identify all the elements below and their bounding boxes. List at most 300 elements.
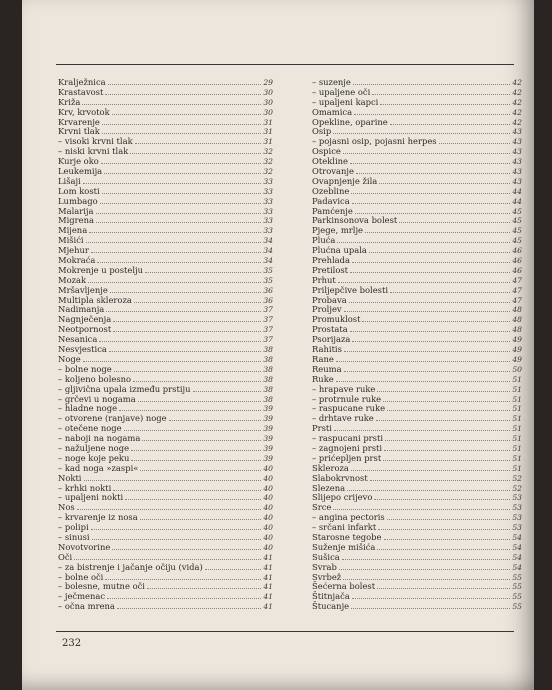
entry-page-number: 55 — [512, 572, 522, 582]
entry-page-number: 29 — [263, 78, 273, 87]
leader-dots — [383, 454, 510, 461]
index-entry — [312, 345, 522, 355]
entry-page-number: 31 — [263, 137, 273, 147]
entry-page-number: 51 — [512, 463, 522, 473]
leader-dots — [333, 127, 510, 134]
entry-label: – upaljene oči — [312, 86, 371, 97]
entry-page-number: 34 — [263, 236, 273, 246]
entry-page-number: 34 — [263, 256, 273, 266]
entry-label: – upaljeni nokti — [58, 492, 124, 503]
entry-label: Svrab — [312, 561, 337, 572]
entry-label: – otečene noge — [58, 423, 122, 434]
leader-dots — [124, 424, 262, 431]
entry-page-number: 51 — [512, 404, 522, 414]
entry-page-number: 47 — [512, 285, 522, 295]
leader-dots — [356, 167, 510, 174]
entry-page-number: 48 — [512, 305, 522, 315]
leader-dots — [101, 157, 261, 164]
entry-label: Kralježnica — [58, 77, 106, 87]
leader-dots — [339, 563, 511, 570]
entry-page-number: 43 — [512, 176, 522, 186]
entry-label: Nokti — [58, 472, 82, 483]
entry-label: – krvarenje iz nosa — [58, 512, 138, 523]
entry-page-number: 46 — [512, 246, 522, 256]
entry-label: Ospice — [312, 146, 341, 157]
entry-page-number: 38 — [263, 354, 273, 364]
leader-dots — [362, 315, 510, 322]
entry-label: Promuklost — [312, 314, 361, 325]
leader-dots — [84, 474, 262, 481]
entry-label: Mršavljenje — [58, 284, 108, 295]
leader-dots — [380, 98, 510, 105]
entry-page-number: 49 — [512, 345, 522, 355]
leader-dots — [107, 592, 261, 599]
entry-page-number: 42 — [512, 87, 522, 97]
leader-dots — [117, 602, 261, 609]
leader-dots — [92, 533, 262, 540]
leader-dots — [349, 296, 511, 303]
leader-dots — [350, 157, 510, 164]
entry-page-number: 38 — [263, 394, 273, 404]
leader-dots — [354, 108, 510, 115]
leader-dots — [352, 256, 510, 263]
entry-label: Omamica — [312, 106, 353, 117]
index-entry — [312, 563, 522, 573]
leader-dots — [378, 523, 510, 530]
entry-label: – pojasni osip, pojasni herpes — [312, 136, 437, 147]
leader-dots — [105, 573, 261, 580]
index-entry — [312, 414, 522, 424]
entry-label: Nadimanja — [58, 304, 105, 315]
entry-label: Pjege, mrlje — [312, 225, 364, 236]
entry-label: Štucanje — [312, 601, 350, 612]
entry-page-number: 41 — [263, 562, 273, 572]
index-entry — [58, 216, 273, 226]
entry-label: – sinusi — [58, 531, 90, 542]
entry-page-number: 43 — [512, 157, 522, 167]
leader-dots — [102, 187, 262, 194]
leader-dots — [83, 355, 262, 362]
entry-page-number: 36 — [263, 285, 273, 295]
entry-label: Noge — [58, 353, 81, 364]
entry-page-number: 41 — [263, 582, 273, 592]
entry-label: – protrnule ruke — [312, 393, 382, 404]
entry-label: – krhki nokti — [58, 482, 112, 493]
leader-dots — [352, 197, 511, 204]
entry-page-number: 53 — [512, 513, 522, 523]
entry-label: Malarija — [58, 205, 94, 216]
entry-page-number: 42 — [512, 97, 522, 107]
index-entry — [312, 266, 522, 276]
entry-label: Prsti — [312, 423, 332, 434]
leader-dots — [130, 147, 261, 154]
leader-dots — [82, 98, 261, 105]
leader-dots — [91, 246, 261, 253]
entry-page-number: 54 — [512, 542, 522, 552]
entry-label: – prićepljen prst — [312, 452, 382, 463]
entry-page-number: 35 — [263, 275, 273, 285]
entry-label: – polipi — [58, 522, 89, 533]
entry-label: – niski krvni tlak — [58, 146, 129, 157]
entry-page-number: 32 — [263, 147, 273, 157]
entry-label: Nesvjestica — [58, 344, 107, 355]
leader-dots — [379, 177, 510, 184]
entry-label: – hrapave ruke — [312, 383, 376, 394]
entry-page-number: 53 — [512, 493, 522, 503]
index-entry — [58, 543, 273, 553]
index-entry — [312, 493, 522, 503]
leader-dots — [113, 484, 261, 491]
index-entry — [312, 602, 522, 612]
entry-page-number: 51 — [512, 394, 522, 404]
leader-dots — [102, 127, 261, 134]
entry-label: Neotpornost — [58, 324, 112, 335]
leader-dots — [109, 345, 261, 352]
leader-dots — [365, 226, 510, 233]
index-entry — [58, 513, 273, 523]
entry-page-number: 38 — [263, 374, 273, 384]
entry-label: Križa — [58, 96, 81, 107]
entry-page-number: 40 — [263, 503, 273, 513]
entry-label: Pluća — [312, 235, 336, 246]
leader-dots — [108, 78, 262, 85]
leader-dots — [351, 464, 510, 471]
entry-label: Srce — [312, 502, 332, 513]
entry-page-number: 53 — [512, 503, 522, 513]
leader-dots — [131, 444, 261, 451]
leader-dots — [352, 592, 511, 599]
index-entry — [58, 523, 273, 533]
entry-page-number: 39 — [263, 443, 273, 453]
entry-page-number: 49 — [512, 354, 522, 364]
leader-dots — [376, 414, 511, 421]
bottom-rule — [56, 631, 514, 632]
leader-dots — [125, 493, 261, 500]
entry-label: Migrena — [58, 215, 94, 226]
leader-dots — [351, 602, 510, 609]
entry-label: – otvorene (ranjave) noge — [58, 413, 167, 424]
entry-label: Mokraća — [58, 255, 96, 266]
entry-page-number: 37 — [263, 305, 273, 315]
leader-dots — [344, 365, 511, 372]
entry-page-number: 47 — [512, 295, 522, 305]
entry-page-number: 43 — [512, 167, 522, 177]
leader-dots — [390, 118, 511, 125]
entry-page-number: 51 — [512, 424, 522, 434]
entry-page-number: 33 — [263, 206, 273, 216]
entry-page-number: 40 — [263, 532, 273, 542]
entry-page-number: 40 — [263, 542, 273, 552]
entry-page-number: 51 — [512, 434, 522, 444]
entry-label: – zagnojeni prsti — [312, 442, 383, 453]
leader-dots — [99, 335, 261, 342]
leader-dots — [138, 395, 262, 402]
entry-label: Mozak — [58, 274, 87, 285]
entry-page-number: 40 — [263, 463, 273, 473]
entry-label: – suzenje — [312, 77, 351, 87]
leader-dots — [113, 325, 261, 332]
entry-label: Štitnjača — [312, 591, 350, 602]
index-entry — [58, 345, 273, 355]
index-entry — [312, 296, 522, 306]
leader-dots — [114, 365, 262, 372]
leader-dots — [110, 286, 262, 293]
leader-dots — [145, 266, 261, 273]
index-entry — [58, 602, 273, 612]
page-number: 232 — [62, 638, 82, 649]
entry-label: Svrbež — [312, 571, 342, 582]
leader-dots — [77, 503, 262, 510]
leader-dots — [337, 236, 510, 243]
entry-label: Psorijaza — [312, 334, 351, 345]
leader-dots — [353, 78, 510, 85]
entry-label: – očna mrena — [58, 601, 115, 612]
entry-label: – visoki krvni tlak — [58, 136, 133, 147]
entry-label: – za bistrenje i jačanje očiju (vida) — [58, 561, 203, 572]
entry-label: Pamćenje — [312, 205, 353, 216]
leader-dots — [142, 434, 261, 441]
entry-label: Mijena — [58, 225, 88, 236]
entry-label: Ozebline — [312, 185, 350, 196]
entry-label: – naboji na nogama — [58, 433, 141, 444]
entry-page-number: 55 — [512, 602, 522, 612]
entry-label: Rane — [312, 353, 334, 364]
entry-label: – noge koje peku — [58, 452, 130, 463]
entry-label: Parkinsonova bolest — [312, 215, 398, 226]
leader-dots — [102, 118, 261, 125]
leader-dots — [205, 563, 262, 570]
entry-label: Krastavost — [58, 86, 104, 97]
entry-page-number: 41 — [263, 572, 273, 582]
entry-label: Slezena — [312, 482, 346, 493]
entry-page-number: 48 — [512, 315, 522, 325]
entry-label: Priljepčive bolesti — [312, 284, 389, 295]
entry-page-number: 41 — [263, 552, 273, 562]
top-rule — [56, 64, 514, 65]
entry-page-number: 42 — [512, 78, 522, 87]
entry-label: Nos — [58, 502, 75, 513]
entry-page-number: 47 — [512, 275, 522, 285]
leader-dots — [355, 207, 511, 214]
entry-label: Mokrenje u postelju — [58, 264, 144, 275]
entry-page-number: 38 — [263, 345, 273, 355]
leader-dots — [97, 256, 261, 263]
entry-label: Novotvorine — [58, 541, 111, 552]
entry-page-number: 45 — [512, 216, 522, 226]
entry-label: – grčevi u nogama — [58, 393, 136, 404]
leader-dots — [374, 493, 510, 500]
entry-page-number: 42 — [512, 117, 522, 127]
leader-dots — [383, 395, 510, 402]
leader-dots — [91, 523, 262, 530]
leader-dots — [86, 236, 262, 243]
entry-label: – bolesne, mutne oči — [58, 581, 145, 592]
entry-label: Multipla skleroza — [58, 294, 132, 305]
entry-page-number: 52 — [512, 483, 522, 493]
entry-page-number: 36 — [263, 295, 273, 305]
leader-dots — [96, 207, 262, 214]
index-entry — [58, 226, 273, 236]
entry-page-number: 45 — [512, 206, 522, 216]
leader-dots — [350, 266, 510, 273]
entry-label: – nažuljene noge — [58, 442, 130, 453]
entry-page-number: 30 — [263, 107, 273, 117]
leader-dots — [100, 197, 262, 204]
entry-page-number: 33 — [263, 226, 273, 236]
entry-label: Padavica — [312, 195, 350, 206]
leader-dots — [131, 454, 261, 461]
leader-dots — [384, 444, 510, 451]
entry-label: – koljeno bolesno — [58, 373, 132, 384]
leader-dots — [350, 325, 511, 332]
index-entry — [58, 464, 273, 474]
entry-page-number: 33 — [263, 196, 273, 206]
entry-page-number: 37 — [263, 315, 273, 325]
leader-dots — [344, 305, 511, 312]
leader-dots — [377, 543, 510, 550]
leader-dots — [377, 385, 510, 392]
entry-page-number: 51 — [512, 414, 522, 424]
leader-dots — [113, 315, 261, 322]
entry-label: Proljev — [312, 304, 342, 315]
entry-label: Osip — [312, 126, 332, 137]
entry-label: Otekline — [312, 156, 348, 167]
entry-label: Prhut — [312, 274, 336, 285]
entry-label: – upaljeni kapci — [312, 96, 379, 107]
entry-label: Krv, krvotok — [58, 106, 110, 117]
leader-dots — [112, 108, 262, 115]
leader-dots — [342, 553, 511, 560]
index-entry — [58, 236, 273, 246]
entry-label: Šećerna bolest — [312, 581, 376, 592]
index-entry — [58, 266, 273, 276]
entry-page-number: 40 — [263, 513, 273, 523]
leader-dots — [333, 503, 510, 510]
entry-page-number: 54 — [512, 562, 522, 572]
leader-dots — [169, 414, 262, 421]
index-entry — [58, 167, 273, 177]
entry-page-number: 39 — [263, 453, 273, 463]
entry-page-number: 43 — [512, 127, 522, 137]
leader-dots — [83, 177, 262, 184]
entry-page-number: 42 — [512, 107, 522, 117]
index-entry — [312, 335, 522, 345]
leader-dots — [334, 424, 510, 431]
entry-label: Slijepo crijevo — [312, 492, 373, 503]
entry-page-number: 49 — [512, 335, 522, 345]
entry-label: – hladne noge — [58, 403, 118, 414]
entry-page-number: 41 — [263, 592, 273, 602]
leader-dots — [351, 187, 510, 194]
entry-label: Plućna upala — [312, 245, 367, 256]
entry-label: Nagnječenja — [58, 314, 112, 325]
entry-page-number: 39 — [263, 404, 273, 414]
entry-page-number: 40 — [263, 473, 273, 483]
leader-dots — [384, 533, 511, 540]
leader-dots — [336, 375, 511, 382]
entry-page-number: 31 — [263, 117, 273, 127]
entry-page-number: 33 — [263, 186, 273, 196]
entry-label: Nesanica — [58, 334, 98, 345]
leader-dots — [369, 246, 510, 253]
leader-dots — [96, 216, 261, 223]
entry-page-number: 51 — [512, 443, 522, 453]
leader-dots — [338, 276, 511, 283]
entry-page-number: 51 — [512, 453, 522, 463]
leader-dots — [147, 582, 261, 589]
entry-label: – drhtave ruke — [312, 413, 374, 424]
index-entry — [58, 493, 273, 503]
entry-page-number: 32 — [263, 167, 273, 177]
index-entry — [312, 553, 522, 563]
entry-label: – ječmenac — [58, 591, 106, 602]
entry-label: Ruke — [312, 373, 334, 384]
leader-dots — [193, 385, 262, 392]
entry-label: – bolne oči — [58, 571, 104, 582]
entry-page-number: 33 — [263, 176, 273, 186]
entry-page-number: 55 — [512, 582, 522, 592]
entry-label: Krvni tlak — [58, 126, 100, 137]
leader-dots — [385, 434, 510, 441]
entry-page-number: 54 — [512, 552, 522, 562]
leader-dots — [399, 216, 510, 223]
index-entry — [312, 118, 522, 128]
entry-label: Pretilost — [312, 264, 349, 275]
entry-page-number: 37 — [263, 335, 273, 345]
leader-dots — [135, 137, 262, 144]
leader-dots — [439, 137, 511, 144]
entry-page-number: 52 — [512, 473, 522, 483]
entry-label: Lom kosti — [58, 185, 100, 196]
entry-page-number: 34 — [263, 246, 273, 256]
entry-label: Opekline, oparine — [312, 116, 388, 127]
leader-dots — [89, 226, 261, 233]
entry-page-number: 44 — [512, 186, 522, 196]
entry-label: – raspucani prsti — [312, 433, 384, 444]
entry-page-number: 53 — [512, 523, 522, 533]
entry-page-number: 33 — [263, 216, 273, 226]
entry-page-number: 51 — [512, 384, 522, 394]
entry-page-number: 30 — [263, 87, 273, 97]
index-entry — [312, 543, 522, 553]
entry-label: Probava — [312, 294, 347, 305]
leader-dots — [343, 147, 510, 154]
index-column-right — [312, 78, 522, 612]
entry-label: Suženje mišića — [312, 541, 376, 552]
index-entry — [312, 355, 522, 365]
entry-page-number: 54 — [512, 532, 522, 542]
index-column-left — [58, 78, 273, 612]
entry-page-number: 39 — [263, 434, 273, 444]
entry-label: Rahitis — [312, 344, 342, 355]
leader-dots — [387, 513, 511, 520]
entry-label: Lumbago — [58, 195, 98, 206]
leader-dots — [347, 484, 510, 491]
entry-label: Mišići — [58, 235, 84, 246]
entry-label: Prostata — [312, 324, 348, 335]
entry-label: Prehlada — [312, 255, 351, 266]
book-page — [22, 0, 534, 690]
entry-label: Ovapnjenje žila — [312, 175, 378, 186]
entry-page-number: 39 — [263, 424, 273, 434]
entry-page-number: 44 — [512, 196, 522, 206]
entry-page-number: 41 — [263, 602, 273, 612]
leader-dots — [106, 305, 261, 312]
entry-label: Starosne tegobe — [312, 531, 382, 542]
index-entry — [312, 137, 522, 147]
entry-label: – kad noga »zaspi« — [58, 462, 139, 473]
index-entry — [312, 365, 522, 375]
